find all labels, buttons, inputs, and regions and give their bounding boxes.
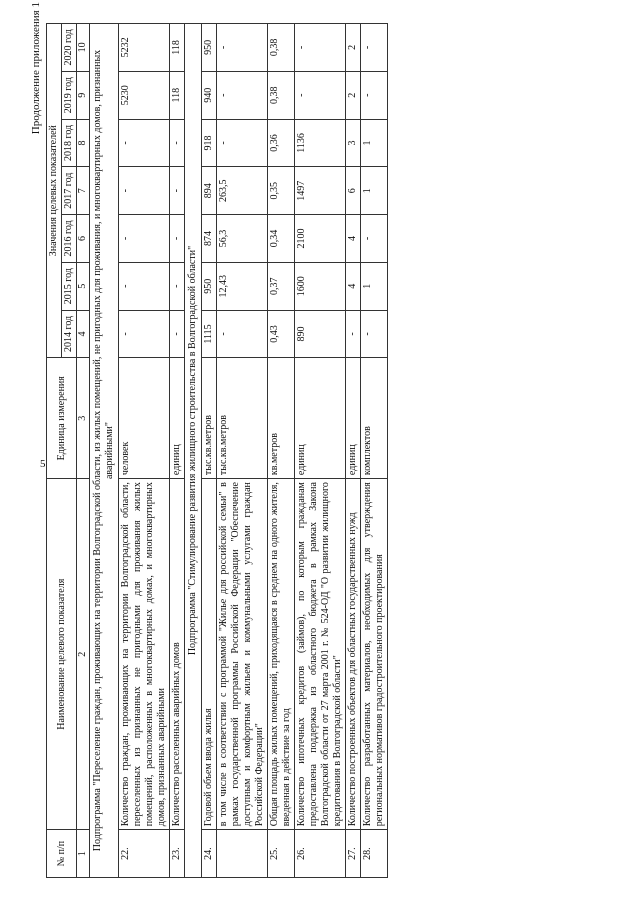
unit: единиц [170, 358, 185, 479]
value-cell: 950 [202, 24, 217, 72]
indicator-name: Количество расселенных аварийных домов [170, 479, 185, 830]
unit: тыс.кв.метров [217, 358, 268, 479]
indicator-name: Количество разработанных материалов, необходимых для утверждения региональных нормативов градостроительного проектирования [361, 479, 388, 830]
unit: тыс.кв.метров [202, 358, 217, 479]
table-row [217, 24, 268, 878]
value-cell: 950 [202, 262, 217, 310]
value-cell: 56,3 [217, 215, 268, 263]
value-cell: 118 [170, 71, 185, 119]
table-row [202, 24, 217, 878]
column-number: 7 [77, 167, 90, 215]
header-year: 2018 год [62, 119, 77, 167]
value-cell: 0,43 [268, 310, 295, 358]
row-number: 24. [202, 830, 217, 878]
value-cell: 1115 [202, 310, 217, 358]
value-cell: - [119, 119, 170, 167]
value-cell: 263,5 [217, 167, 268, 215]
row-number: 25. [268, 830, 295, 878]
unit: единиц [295, 358, 346, 479]
value-cell: 0,38 [268, 24, 295, 72]
value-cell: - [119, 215, 170, 263]
value-cell: 1497 [295, 167, 346, 215]
value-cell: - [217, 310, 268, 358]
value-cell: - [295, 24, 346, 72]
column-number: 5 [77, 262, 90, 310]
value-cell: 4 [346, 262, 361, 310]
header-year: 2017 год [62, 167, 77, 215]
value-cell: 890 [295, 310, 346, 358]
header-unit: Единица измерения [47, 358, 77, 479]
value-cell: 940 [202, 71, 217, 119]
column-number: 4 [77, 310, 90, 358]
value-cell: 3 [346, 119, 361, 167]
column-number: 2 [77, 479, 90, 830]
value-cell: 874 [202, 215, 217, 263]
table-row [346, 24, 361, 878]
value-cell: - [170, 215, 185, 263]
header-year: 2019 год [62, 71, 77, 119]
value-cell: 1136 [295, 119, 346, 167]
table-row [119, 24, 170, 878]
header-year: 2016 год [62, 215, 77, 263]
value-cell: - [170, 262, 185, 310]
value-cell: 6 [346, 167, 361, 215]
header-year: 2020 год [62, 24, 77, 72]
header-target-values: Значения целевых показателей [47, 24, 62, 358]
value-cell: 0,36 [268, 119, 295, 167]
row-number: 22. [119, 830, 170, 878]
column-number: 8 [77, 119, 90, 167]
value-cell: 0,38 [268, 71, 295, 119]
value-cell: - [119, 167, 170, 215]
value-cell: 5230 [119, 71, 170, 119]
column-numbers-row [77, 24, 90, 878]
value-cell: - [170, 310, 185, 358]
row-number [217, 830, 268, 878]
indicator-name: Общая площадь жилых помещений, приходящаяся в среднем на одного жителя, введенная в действие за год [268, 479, 295, 830]
value-cell: 1 [361, 119, 388, 167]
value-cell: 1 [361, 262, 388, 310]
section-title: Подпрограмма "Стимулирование развития жилищного строительства в Волгоградской области" [185, 24, 202, 878]
value-cell: 2100 [295, 215, 346, 263]
indicator-name: Количество построенных объектов для областных государственных нужд [346, 479, 361, 830]
header-year: 2014 год [62, 310, 77, 358]
indicator-name: в том числе в соответствии с программой "Жилье для российской семьи" в рамках государственной программы Российской Федерации "Обеспечение доступным и комфортным жильем и коммунальными услугами граждан Российской Федерации" [217, 479, 268, 830]
value-cell: - [119, 262, 170, 310]
value-cell: 918 [202, 119, 217, 167]
table-row [268, 24, 295, 878]
page-number: 5 [40, 458, 46, 470]
column-number: 9 [77, 71, 90, 119]
table-row [295, 24, 346, 878]
value-cell: - [217, 71, 268, 119]
value-cell: - [361, 24, 388, 72]
unit: кв.метров [268, 358, 295, 479]
value-cell: 2 [346, 71, 361, 119]
table-row [170, 24, 185, 878]
header-number: № п/п [47, 830, 77, 878]
value-cell: - [170, 167, 185, 215]
table-row [361, 24, 388, 878]
column-number: 1 [77, 830, 90, 878]
continuation-note: Продолжение приложения 1 [30, 2, 42, 135]
row-number: 27. [346, 830, 361, 878]
value-cell: - [361, 310, 388, 358]
value-cell: 4 [346, 215, 361, 263]
header-year: 2015 год [62, 262, 77, 310]
value-cell: - [170, 119, 185, 167]
value-cell: - [119, 310, 170, 358]
value-cell: 2 [346, 24, 361, 72]
value-cell: 1600 [295, 262, 346, 310]
value-cell: - [361, 71, 388, 119]
unit: единиц [346, 358, 361, 479]
column-number: 3 [77, 358, 90, 479]
value-cell: 0,35 [268, 167, 295, 215]
column-number: 6 [77, 215, 90, 263]
value-cell: 0,34 [268, 215, 295, 263]
row-number: 23. [170, 830, 185, 878]
value-cell: 5232 [119, 24, 170, 72]
column-number: 10 [77, 24, 90, 72]
indicator-name: Годовой объем ввода жилья [202, 479, 217, 830]
indicator-name: Количество ипотечных кредитов (займов), по которым гражданам предоставлена поддержка из областного бюджета в рамках Закона Волгоградской области от 27 марта 2001 г. № 524-ОД "О развитии жилищного кредитования в Волгоградской области" [295, 479, 346, 830]
unit: комплектов [361, 358, 388, 479]
value-cell: - [217, 24, 268, 72]
value-cell: - [346, 310, 361, 358]
value-cell: 0,37 [268, 262, 295, 310]
value-cell: 12,43 [217, 262, 268, 310]
value-cell: - [295, 71, 346, 119]
indicator-name: Количество граждан, проживающих на территории Волгоградской области, переселенных из признанных не пригодными для проживания жилых помещений, расположенных в многоквартирных домах, и многоквартирных домов, признанных аварийными [119, 479, 170, 830]
section-title: Подпрограмма "Переселение граждан, проживающих на территории Волгоградской области, из жилых помещений, не пригодных для проживания, и многоквартирных домов, признанных аварийными" [90, 24, 119, 878]
value-cell: 894 [202, 167, 217, 215]
value-cell: - [217, 119, 268, 167]
value-cell: 1 [361, 167, 388, 215]
indicators-table [46, 23, 388, 878]
unit: человек [119, 358, 170, 479]
header-indicator-name: Наименование целевого показателя [47, 479, 77, 830]
value-cell: - [361, 215, 388, 263]
row-number: 26. [295, 830, 346, 878]
value-cell: 118 [170, 24, 185, 72]
row-number: 28. [361, 830, 388, 878]
